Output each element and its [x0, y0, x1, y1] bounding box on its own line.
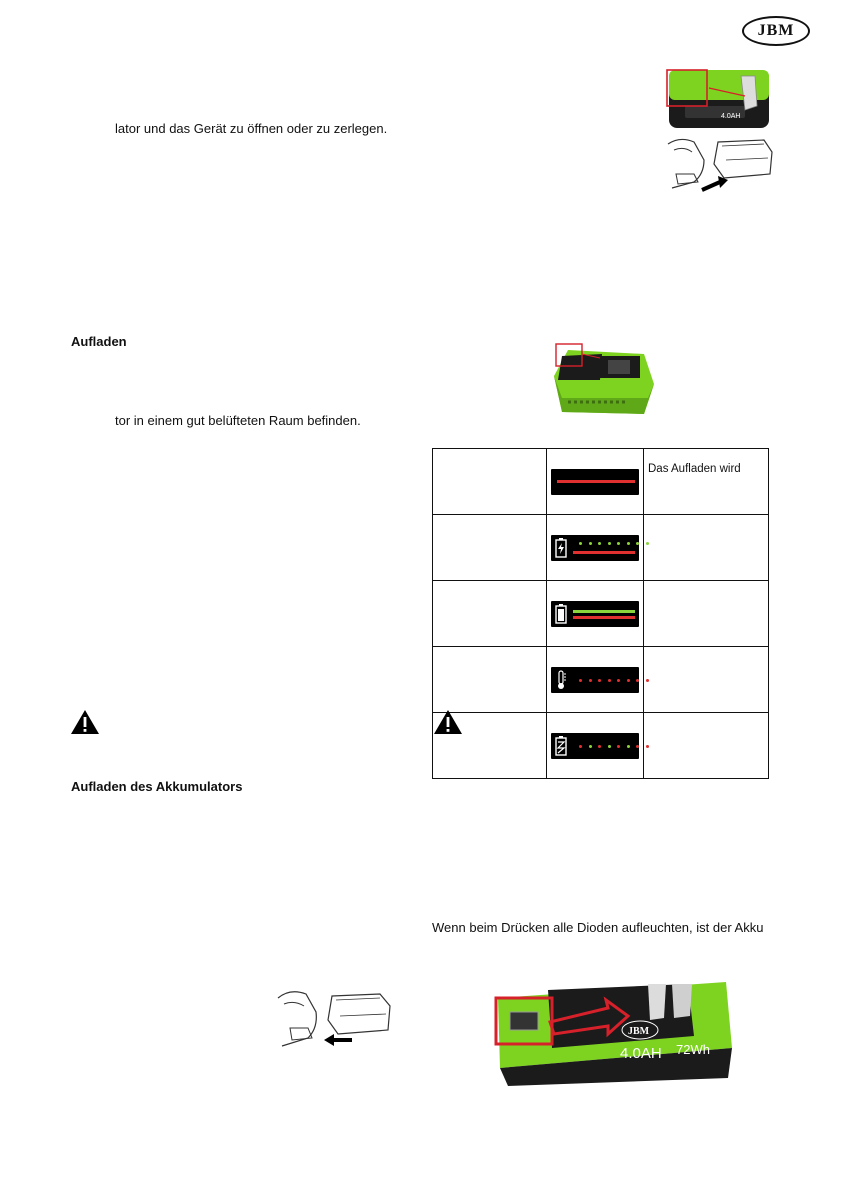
indicator-cell	[547, 449, 644, 515]
led-indicator-fault	[551, 733, 639, 759]
state-label-cell	[433, 515, 547, 581]
svg-text:4.0AH: 4.0AH	[721, 113, 741, 120]
state-label-cell	[433, 581, 547, 647]
red-green-led-dots	[579, 745, 649, 748]
led-indicator-charging	[551, 535, 639, 561]
state-description-cell: Das Aufladen wird	[644, 449, 769, 515]
battery-gauge-photo	[488, 978, 736, 1090]
charging-icon	[555, 538, 567, 558]
battery-fault-icon	[555, 736, 567, 756]
battery-pack-image	[665, 66, 777, 132]
state-description-cell	[644, 581, 769, 647]
battery-energy-text: 72Wh	[676, 1042, 710, 1057]
green-led-line	[573, 610, 635, 613]
table-row	[433, 647, 769, 713]
indicator-cell	[547, 581, 644, 647]
warning-icon	[70, 709, 100, 735]
green-led-dots	[579, 542, 649, 545]
charger-image	[548, 336, 660, 422]
indicator-cell	[547, 515, 644, 581]
heading-charging-battery: Aufladen des Akkumulators	[71, 779, 243, 794]
text-line-open-warning: lator und das Gerät zu öffnen oder zu zerlegen.	[115, 121, 388, 136]
table-row	[433, 449, 769, 515]
red-led-line	[557, 480, 635, 483]
table-row	[433, 581, 769, 647]
heading-charging: Aufladen	[71, 334, 127, 349]
table-row	[433, 515, 769, 581]
brand-logo-text: JBM	[757, 22, 795, 39]
state-description-cell	[644, 713, 769, 779]
led-indicator-full	[551, 601, 639, 627]
indicator-cell	[547, 647, 644, 713]
state-description-cell	[644, 515, 769, 581]
battery-slide-diagram	[276, 988, 394, 1054]
text-line-ventilation: tor in einem gut belüfteten Raum befinden.	[115, 413, 361, 428]
led-indicator-temperature	[551, 667, 639, 693]
red-led-line	[573, 616, 635, 619]
warning-icon	[433, 709, 463, 735]
red-led-dots	[579, 679, 649, 682]
battery-brand-text: JBM	[628, 1026, 650, 1037]
state-label-cell	[433, 449, 547, 515]
red-led-line	[573, 551, 635, 554]
table-row	[433, 713, 769, 779]
led-indicator-red-line	[551, 469, 639, 495]
battery-full-icon	[555, 604, 567, 624]
state-label-cell	[433, 647, 547, 713]
battery-insert-diagram	[664, 134, 776, 196]
indicator-cell	[547, 713, 644, 779]
text-line-battery-check: Wenn beim Drücken alle Dioden aufleuchten, ist der Akku	[432, 920, 764, 935]
state-description-cell	[644, 647, 769, 713]
charger-status-table	[432, 448, 769, 779]
brand-logo	[742, 16, 810, 46]
thermometer-icon	[555, 670, 567, 690]
battery-capacity-text: 4.0AH	[620, 1045, 662, 1062]
